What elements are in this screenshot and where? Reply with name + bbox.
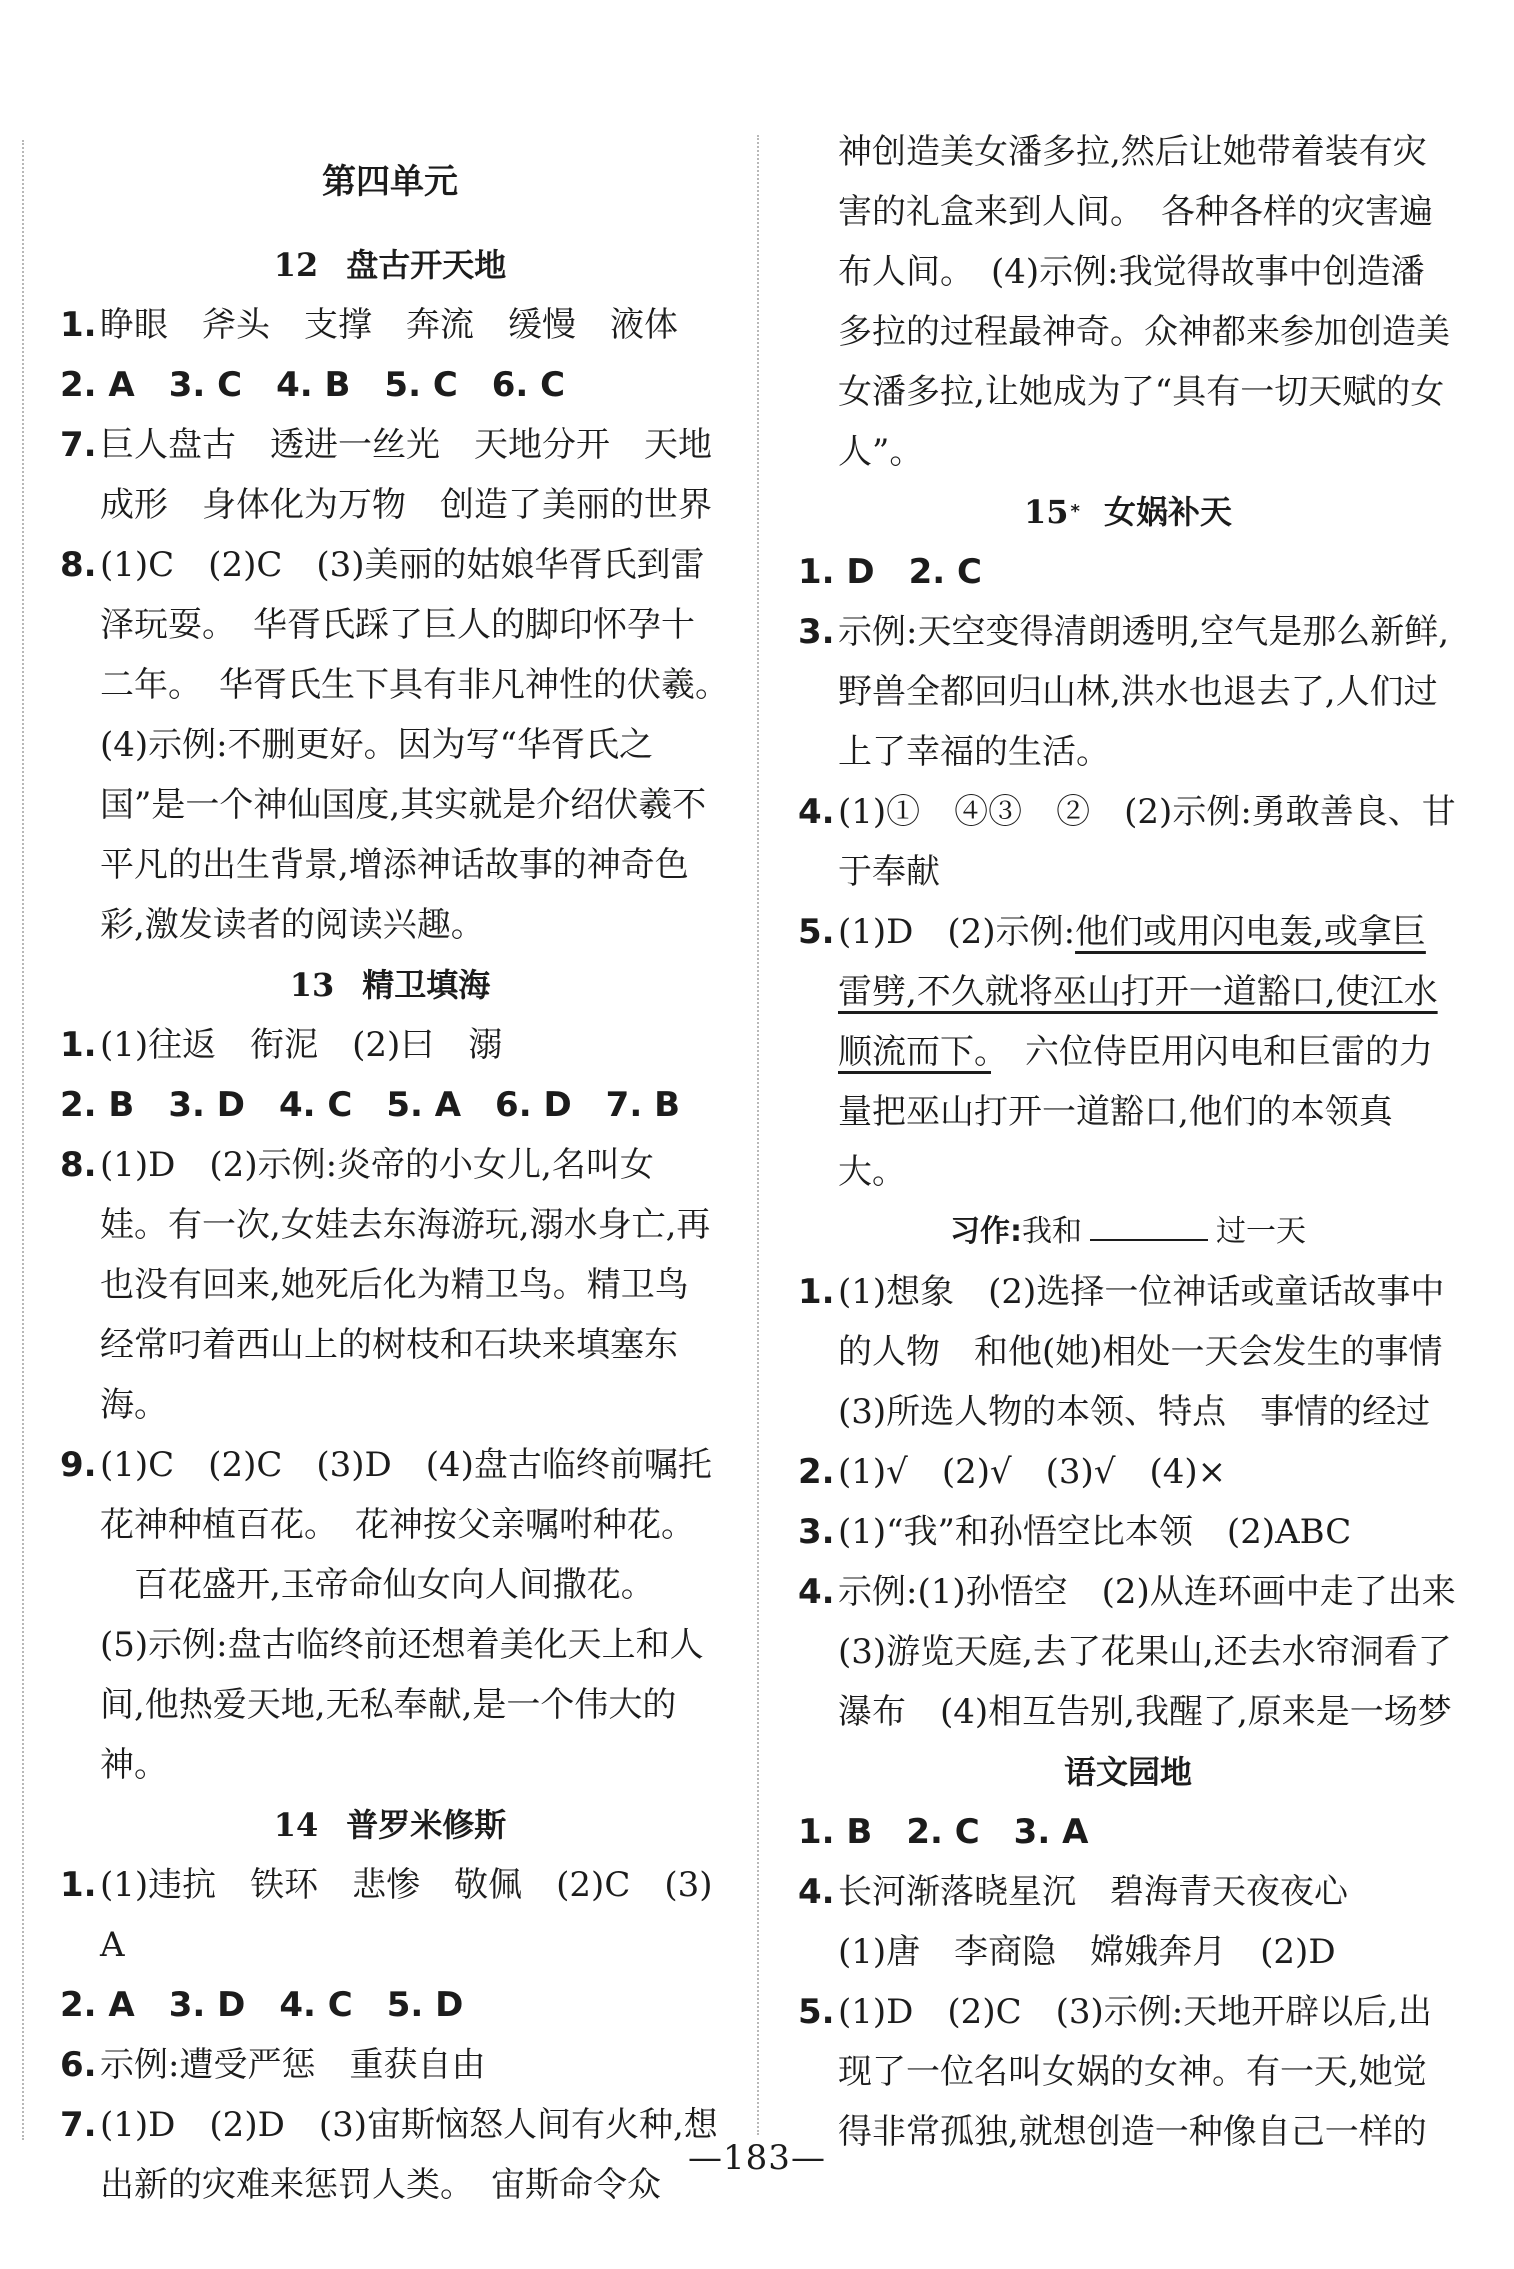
l15-row1: 1. D 2. C: [798, 552, 982, 592]
l12-q7: 7. 巨人盘古 透进一丝光 天地分开 天地成形 身体化为万物 创造了美丽的世界: [60, 425, 712, 525]
l13-q8: 8. (1)D (2)示例:炎帝的小女儿,名叫女娃。有一次,女娃去东海游玩,溺水身亡,再也没有回来,她死后化为精卫鸟。精卫鸟经常叼着西山上的树枝和石块来填塞东海。: [60, 1145, 711, 1425]
yuandi-row1: 1. B 2. C 3. A: [798, 1812, 1089, 1852]
left-column: [60, 140, 746, 2215]
xizuo-q1: 1. (1)想象 (2)选择一位神话或童话故事中的人物 和他(她)相处一天会发生的事情 (3)所选人物的本领、特点 事情的经过: [798, 1272, 1477, 1432]
yuandi-q5: 5. (1)D (2)C (3)示例:天地开辟以后,出现了一位名叫女娲的女神。有一天,她觉得非常孤独,就想创造一种像自己一样的: [798, 1992, 1433, 2152]
l14-row2: 2. A 3. D 4. C 5. D: [60, 1985, 464, 2025]
xizuo-q3: 3. (1)“我”和孙悟空比本领 (2)ABC: [798, 1512, 1352, 1552]
yuandi-q4: 4. 长河渐落晓星沉 碧海青天夜夜心: [798, 1872, 1348, 1912]
l13-row2: 2. B 3. D 4. C 5. A 6. D 7. B: [60, 1085, 681, 1125]
xizuo-title: 习作:我和 过一天: [798, 1202, 1458, 1262]
l13-q9: 9. (1)C (2)C (3)D (4)盘古临终前嘱托花神种植百花。 花神按父亲嘱咐种花。: [60, 1445, 712, 1545]
underlined-answer: 他们或用闪电轰,或拿巨雷劈,不久就将巫山打开一道豁口,使江水顺流而下。: [838, 912, 1438, 1072]
fill-blank-line: [1090, 1203, 1208, 1241]
unit-title: 第四单元: [322, 162, 458, 202]
column-divider-rule: [757, 135, 759, 2135]
lesson-14-title: 14 普罗米修斯: [273, 1806, 507, 1844]
l14-q1: 1. (1)违抗 铁环 悲惨 敬佩 (2)C (3)A: [60, 1865, 713, 1965]
l14-q6: 6. 示例:遭受严惩 重获自由: [60, 2045, 486, 2085]
l15-q3: 3. 示例:天空变得清朗透明,空气是那么新鲜,野兽全都回归山林,洪水也退去了,人们过上了幸福的生活。: [798, 612, 1450, 772]
xizuo-q4: 4. 示例:(1)孙悟空 (2)从连环画中走了出来 (3)游览天庭,去了花果山,还去水帘洞看了瀑布 (4)相互告别,我醒了,原来是一场梦: [798, 1572, 1490, 1732]
yuandi-title: 语文园地: [1063, 1753, 1192, 1791]
lesson-15-title: 15 * 女娲补天: [1024, 493, 1232, 531]
page-number: —183—: [688, 2138, 826, 2178]
l14-q7-continued: 神创造美女潘多拉,然后让她带着装有灾害的礼盒来到人间。 各种各样的灾害遍布人间。 (4)示例:我觉得故事中创造潘多拉的过程最神奇。众神都来参加创造美女潘多拉,让她成为了“具有一切天赋的女人”。: [838, 132, 1450, 472]
l13-q9-line3: (5)示例:盘古临终前还想着美化天上和人间,他热爱天地,无私奉献,是一个伟大的神。: [100, 1625, 704, 1785]
left-margin-rule: [22, 140, 24, 2140]
l15-q5: 5. (1)D (2)示例:他们或用闪电轰,或拿巨雷劈,不久就将巫山打开一道豁口,使江水顺流而下。 六位侍臣用闪电和巨雷的力量把巫山打开一道豁口,他们的本领真大。: [798, 912, 1438, 1192]
l12-q8: 8. (1)C (2)C (3)美丽的姑娘华胥氏到雷泽玩耍。 华胥氏踩了巨人的脚印怀孕十二年。 华胥氏生下具有非凡神性的伏羲。 (4)示例:不删更好。因为写“华胥氏之国”是一个神仙国度,其实就是介绍伏羲不平凡的出生背景,增添神话故事的神奇色彩,激发读者的阅读兴趣。: [60, 545, 746, 945]
l12-row2: 2. A 3. C 4. B 5. C 6. C: [60, 365, 566, 405]
xizuo-q2: 2. (1)√ (2)√ (3)√ (4)×: [798, 1452, 1227, 1492]
l13-q1: 1. (1)往返 衔泥 (2)曰 溺: [60, 1025, 503, 1065]
lesson-13-title: 13 精卫填海: [289, 966, 491, 1004]
l14-q7: 7. (1)D (2)D (3)宙斯恼怒人间有火种,想出新的灾难来惩罚人类。 宙斯命令众: [60, 2105, 718, 2205]
yuandi-q4-line2: (1)唐 李商隐 嫦娥奔月 (2)D: [838, 1932, 1336, 1972]
l15-q4: 4. (1)① ④③ ② (2)示例:勇敢善良、甘于奉献: [798, 792, 1456, 892]
l13-q9-line2: 百花盛开,玉帝命仙女向人间撒花。: [100, 1565, 655, 1605]
lesson-12-title: 12 盘古开天地: [273, 246, 507, 284]
right-column: [798, 122, 1490, 2162]
l12-q1: 1. 睁眼 斧头 支撑 奔流 缓慢 液体: [60, 305, 678, 345]
